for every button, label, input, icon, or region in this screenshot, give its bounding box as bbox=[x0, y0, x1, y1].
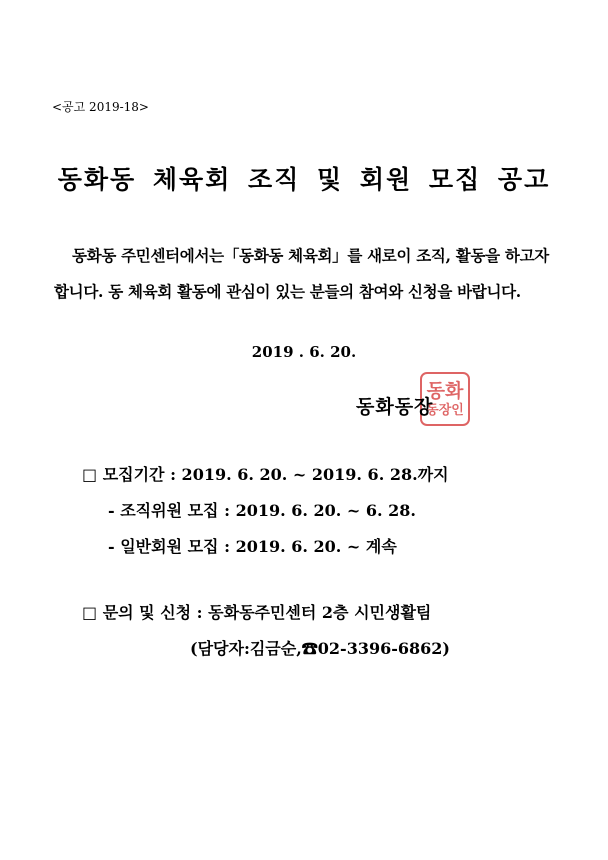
inquiry-line: □ 문의 및 신청 : 동화동주민센터 2층 시민생활팀 bbox=[82, 603, 432, 622]
contact-line: (담당자:김금순,☎02-3396-6862) bbox=[190, 639, 450, 658]
committee-recruitment-line: - 조직위원 모집 : 2019. 6. 20. ~ 6. 28. bbox=[108, 501, 417, 520]
notice-date: 2019 . 6. 20. bbox=[251, 343, 357, 361]
schedule-line: □ 모집기간 : 2019. 6. 20. ~ 2019. 6. 28.까지 bbox=[82, 465, 449, 484]
body-text-line-1: 동화동 주민센터에서는「동화동 체육회」를 새로이 조직, 활동을 하고자 bbox=[72, 246, 549, 265]
seal-text-2: 동장인 bbox=[426, 403, 464, 418]
notice-number: <공고 2019-18> bbox=[52, 100, 149, 114]
page-title: 동화동 체육회 조직 및 회원 모집 공고 bbox=[57, 165, 551, 194]
body-text-line-2: 합니다. 동 체육회 활동에 관심이 있는 분들의 참여와 신청을 바랍니다. bbox=[54, 282, 521, 301]
member-recruitment-line: - 일반회원 모집 : 2019. 6. 20. ~ 계속 bbox=[108, 537, 397, 556]
seal-text-1: 동화 bbox=[426, 380, 464, 402]
signer-name: 동화동장 bbox=[356, 396, 434, 418]
